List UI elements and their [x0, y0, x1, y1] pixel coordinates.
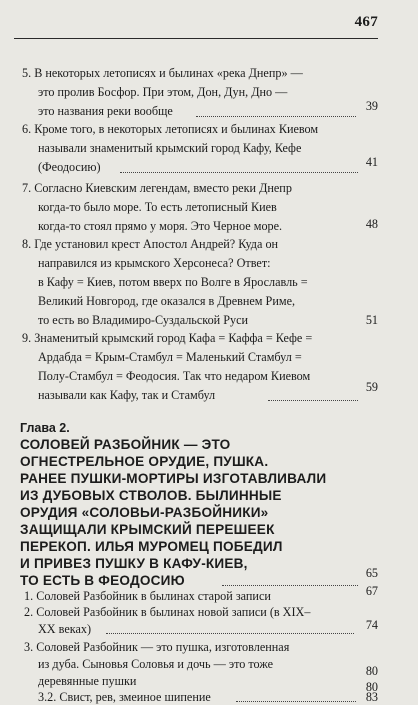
toc-item-5-page: 39 — [365, 99, 378, 113]
toc-item-9-line-3: Полу-Стамбул = Феодосия. Так что недаром Киевом — [38, 369, 311, 383]
leader-dots — [236, 701, 356, 702]
sub-item-3-2-page: 83 — [365, 690, 378, 704]
chapter-title-line-8: И ПРИВЕЗ ПУШКУ В КАФУ-КИЕВ, — [20, 556, 248, 571]
toc-item-6-line-2: называли знаменитый крымский город Кафу, Кефе — [38, 141, 302, 155]
toc-item-9-line-1: 9. Знаменитый крымский город Кафа = Каффа = Кефе = — [22, 331, 313, 345]
leader-dots — [120, 172, 358, 173]
sub-item-3-line-1: 3. Соловей Разбойник — это пушка, изготовленная — [24, 640, 290, 654]
toc-item-5-line-3: это названия реки вообще — [38, 104, 173, 118]
toc-item-7-line-3: когда-то стоял прямо у моря. Это Черное море. — [38, 219, 283, 233]
chapter-title-line-3: РАНЕЕ ПУШКИ-МОРТИРЫ ИЗГОТАВЛИВАЛИ — [20, 471, 327, 486]
sub-item-2-line-1: 2. Соловей Разбойник в былинах новой записи (в XIX– — [24, 605, 311, 619]
toc-item-6-line-1: 6. Кроме того, в некоторых летописях и былинах Киевом — [22, 122, 319, 136]
sub-item-3-line-3: деревянные пушки — [38, 674, 137, 688]
chapter-title-line-2: ОГНЕСТРЕЛЬНОЕ ОРУДИЕ, ПУШКА. — [20, 454, 269, 469]
sub-item-2-page: 74 — [365, 618, 378, 632]
chapter-title-line-5: ОРУДИЯ «СОЛОВЬИ-РАЗБОЙНИКИ» — [20, 505, 269, 520]
toc-item-9-line-4: называли как Кафу, так и Стамбул — [38, 388, 216, 402]
toc-item-7-page: 48 — [365, 217, 378, 231]
chapter-page: 65 — [365, 566, 378, 580]
leader-dots — [268, 400, 358, 401]
toc-item-5-line-2: это пролив Босфор. При этом, Дон, Дун, Дно — — [38, 85, 288, 99]
sub-item-1-line-1: 1. Соловей Разбойник в былинах старой записи — [24, 589, 271, 603]
sub-item-3-1-page: 80 — [365, 680, 378, 694]
toc-item-8-line-3: в Кафу = Киев, потом вверх по Волге в Ярославль = — [38, 275, 308, 289]
sub-item-3-line-2: из дуба. Сыновья Соловья и дочь — это тоже — [38, 657, 274, 671]
sub-item-1-page: 67 — [365, 584, 378, 598]
header-rule — [14, 38, 378, 39]
toc-item-5-line-1: 5. В некоторых летописях и былинах «река Днепр» — — [22, 66, 303, 80]
toc-item-7-line-1: 7. Согласно Киевским легендам, вместо реки Днепр — [22, 181, 292, 195]
toc-item-9-page: 59 — [365, 380, 378, 394]
toc-item-8-line-1: 8. Где установил крест Апостол Андрей? Куда он — [22, 237, 279, 251]
toc-item-9-line-2: Ардабда = Крым-Стамбул = Маленький Стамбул = — [38, 350, 302, 364]
toc-item-6-line-3: (Феодосию) — [38, 160, 101, 174]
leader-dots — [222, 585, 358, 586]
toc-item-8-page: 51 — [365, 313, 378, 327]
leader-dots — [196, 116, 356, 117]
sub-item-2-line-2: XX веках) — [38, 622, 92, 636]
sub-item-3-2-line-1: 3.2. Свист, рев, змеиное шипение — [38, 690, 211, 704]
chapter-label: Глава 2. — [20, 421, 70, 435]
page-number: 467 — [354, 14, 378, 30]
chapter-title-line-1: СОЛОВЕЙ РАЗБОЙНИК — ЭТО — [20, 437, 231, 452]
toc-item-8-line-5: то есть во Владимиро-Суздальской Руси — [38, 313, 249, 327]
toc-item-8-line-2: направился из крымского Херсонеса? Ответ: — [38, 256, 271, 270]
chapter-title-line-9: ТО ЕСТЬ В ФЕОДОСИЮ — [20, 573, 185, 588]
chapter-title-line-6: ЗАЩИЩАЛИ КРЫМСКИЙ ПЕРЕШЕЕК — [20, 522, 275, 537]
toc-item-6-page: 41 — [365, 155, 378, 169]
leader-dots — [106, 633, 354, 634]
sub-item-3-page: 80 — [365, 664, 378, 678]
toc-item-7-line-2: когда-то было море. То есть летописный Киев — [38, 200, 277, 214]
chapter-title-line-7: ПЕРЕКОП. ИЛЬЯ МУРОМЕЦ ПОБЕДИЛ — [20, 539, 283, 554]
toc-item-8-line-4: Великий Новгород, где оказался в Древнем Риме, — [38, 294, 296, 308]
chapter-title-line-4: ИЗ ДУБОВЫХ СТВОЛОВ. БЫЛИННЫЕ — [20, 488, 282, 503]
